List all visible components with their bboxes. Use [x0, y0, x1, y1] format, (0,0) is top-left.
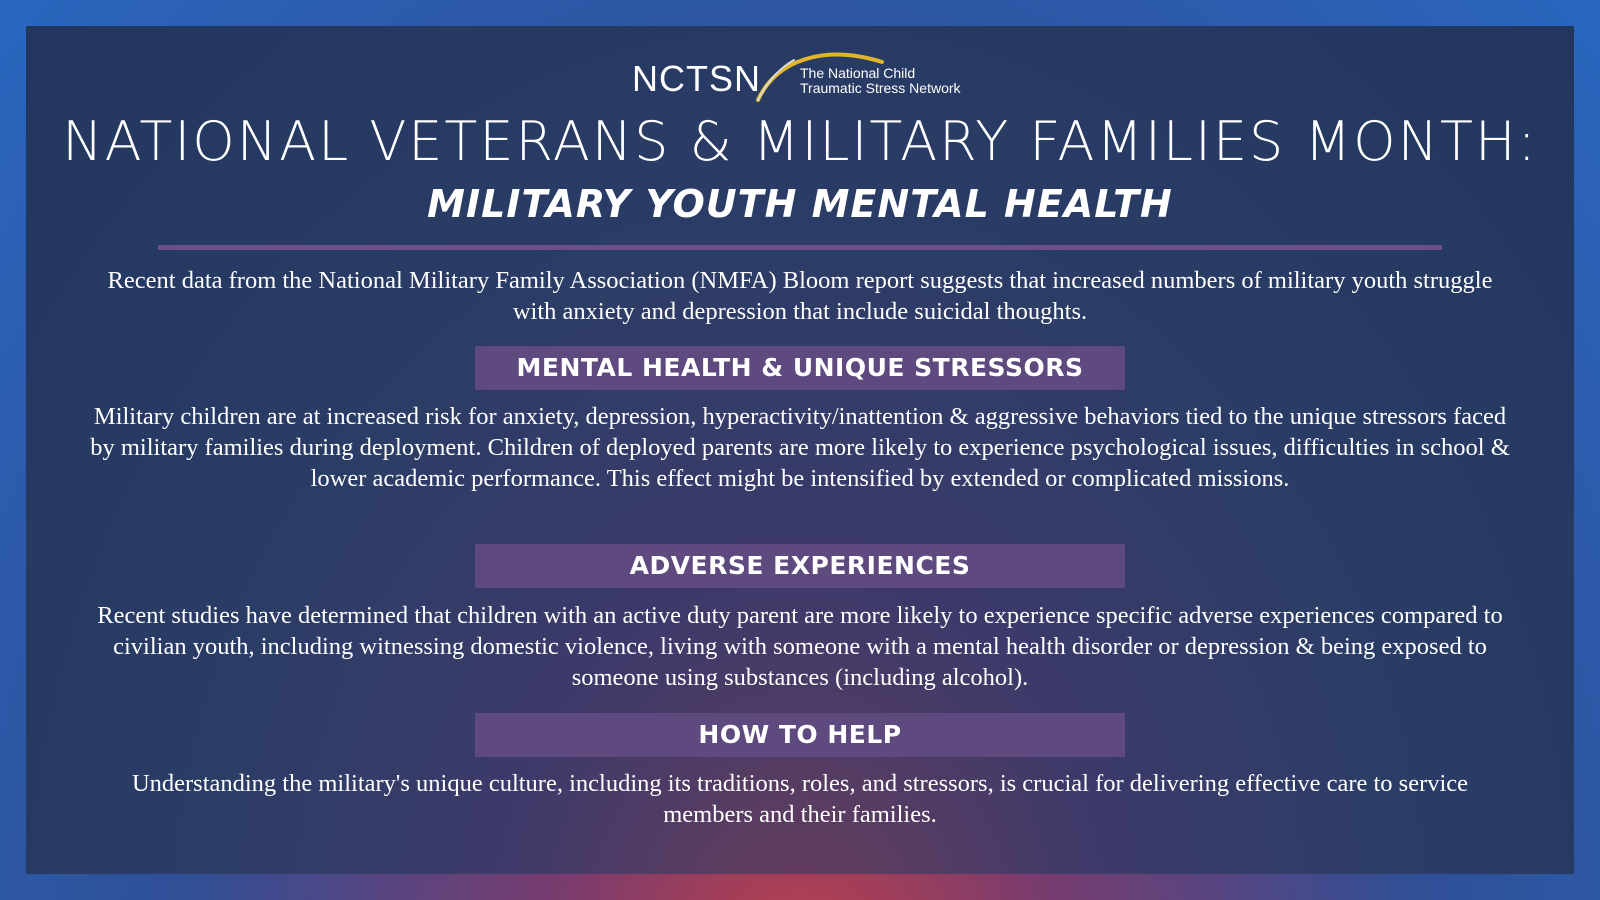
section-body-how-to-help: Understanding the military's unique culture, including its traditions, roles, and stressors, is crucial for delivering effective care to service members and their families.: [131, 770, 1469, 828]
page-title: NATIONAL VETERANS & MILITARY FAMILIES MONTH:: [62, 110, 1538, 173]
logo-tagline-line1: The National Child: [800, 65, 916, 81]
section-body-adverse-experiences: Recent studies have determined that children with an active duty parent are more likely to experience specific adverse experiences compared to civilian youth, including witnessing domestic violence, living with someone with a mental health disorder or depression & being exposed to someone using substances (including alcohol).: [97, 602, 1503, 691]
nctsn-logo: [632, 38, 972, 100]
section-heading-adverse-experiences: ADVERSE EXPERIENCES: [475, 544, 1125, 588]
page-subtitle: MILITARY YOUTH MENTAL HEALTH: [427, 182, 1173, 226]
logo-wordmark: NCTSN: [632, 58, 761, 99]
section-heading-how-to-help: HOW TO HELP: [475, 713, 1125, 757]
section-heading-mental-health: MENTAL HEALTH & UNIQUE STRESSORS: [475, 346, 1125, 390]
intro-paragraph: Recent data from the National Military Family Association (NMFA) Bloom report suggests that increased numbers of military youth struggle with anxiety and depression that include suicidal thoughts.: [107, 267, 1493, 325]
logo-tagline-line2: Traumatic Stress Network: [800, 80, 961, 96]
section-body-mental-health: Military children are at increased risk for anxiety, depression, hyperactivity/inattention & aggressive behaviors tied to the unique stressors faced by military families during deployment. Children of deployed parents are more likely to experience psychological issues, difficulties in school & lower academic performance. This effect might be intensified by extended or complicated missions.: [90, 403, 1510, 492]
logo-tagline: [800, 66, 961, 96]
title-divider: [158, 245, 1442, 250]
